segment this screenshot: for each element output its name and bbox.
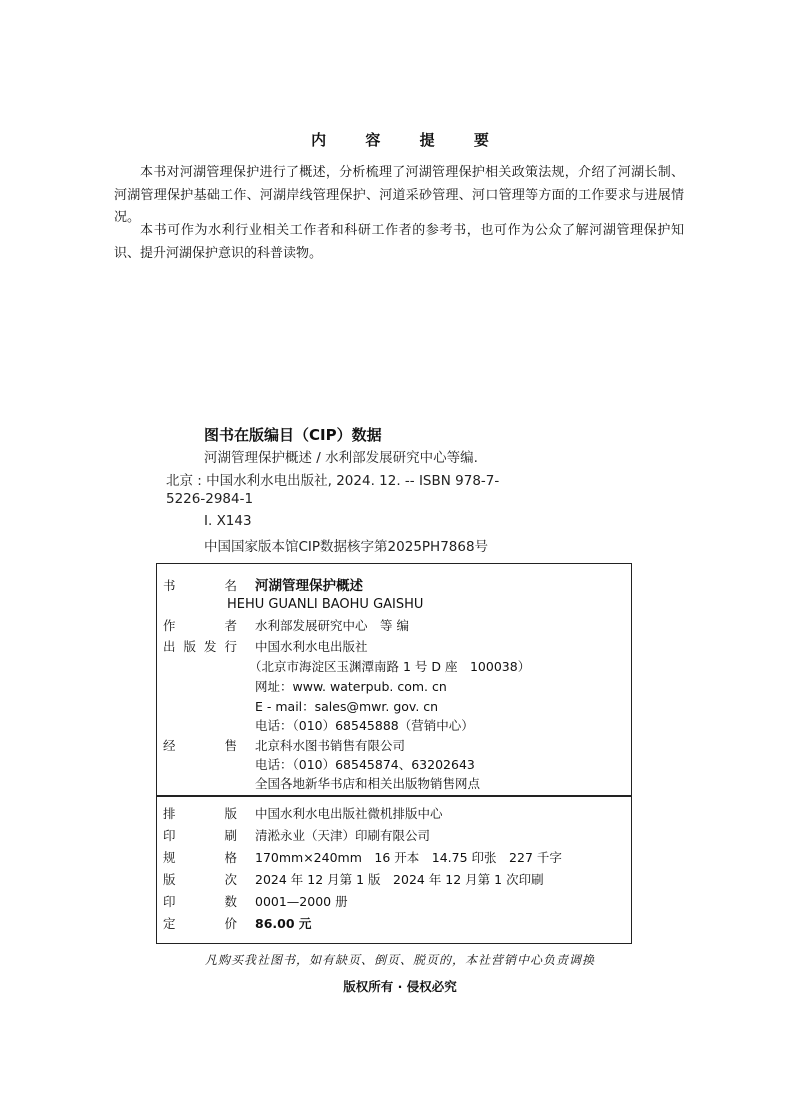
publisher-address: （北京市海淀区玉渊潭南路 1 号 D 座 100038） xyxy=(249,659,531,674)
printer-label: 印 刷 xyxy=(163,828,237,843)
distributor-label: 经 售 xyxy=(163,738,237,753)
book-pinyin: HEHU GUANLI BAOHU GAISHU xyxy=(227,597,424,612)
typeset-row xyxy=(157,804,631,824)
printing-info-box xyxy=(156,796,632,944)
cip-line-1: 河湖管理保护概述 / 水利部发展研究中心等编. xyxy=(204,450,478,466)
publisher-row xyxy=(157,637,631,657)
book-title: 河湖管理保护概述 xyxy=(255,578,363,594)
cip-line-4: Ⅰ. X143 xyxy=(204,513,252,529)
price-row xyxy=(157,914,631,934)
price: 86.00 元 xyxy=(255,916,312,931)
phone1-row xyxy=(157,716,631,736)
publication-info-box xyxy=(156,563,632,796)
edition: 2024 年 12 月第 1 版 2024 年 12 月第 1 次印刷 xyxy=(255,872,544,887)
printer: 清淞永业（天津）印刷有限公司 xyxy=(255,828,431,843)
book-title-label: 书 名 xyxy=(163,578,237,593)
outlets: 全国各地新华书店和相关出版物销售网点 xyxy=(255,776,481,791)
publisher-website: 网址：www. waterpub. com. cn xyxy=(255,679,447,694)
website-row xyxy=(157,677,631,697)
book-title-row xyxy=(157,576,631,596)
summary-title: 内 容 提 要 xyxy=(311,131,506,149)
phone2-row xyxy=(157,755,631,775)
summary-paragraph-1: 本书对河湖管理保护进行了概述，分析梳理了河湖管理保护相关政策法规，介绍了河湖长制、河湖管理保护基础工作、河湖岸线管理保护、河道采砂管理、河口管理等方面的工作要求与进展情况。 xyxy=(114,165,684,225)
printer-row xyxy=(157,826,631,846)
book-pinyin-row xyxy=(157,595,631,615)
spec: 170mm×240mm 16 开本 14.75 印张 227 千字 xyxy=(255,850,562,865)
distributor-row xyxy=(157,736,631,756)
summary-paragraph-2: 本书可作为水利行业相关工作者和科研工作者的参考书，也可作为公众了解河湖管理保护知识、提升河湖保护意识的科普读物。 xyxy=(114,223,684,261)
email-row xyxy=(157,697,631,717)
cip-line-3: 5226-2984-1 xyxy=(166,491,254,507)
cip-line-2: 北京 : 中国水利水电出版社, 2024. 12. -- ISBN 978-7- xyxy=(166,473,500,489)
publisher-email: E - mail：sales@mwr. gov. cn xyxy=(255,699,439,714)
publisher-label: 出 版 发 行 xyxy=(163,639,237,654)
count-row xyxy=(157,892,631,912)
publisher-phone: 电话：（010）68545888（营销中心） xyxy=(255,718,474,733)
edition-row xyxy=(157,870,631,890)
typeset-label: 排 版 xyxy=(163,806,237,821)
outlets-row xyxy=(157,774,631,794)
replacement-notice: 凡购买我社图书，如有缺页、倒页、脱页的，本社营销中心负责调换 xyxy=(204,953,595,967)
distributor-phone: 电话：（010）68545874、63202643 xyxy=(255,757,475,772)
count-label: 印 数 xyxy=(163,894,237,909)
publisher: 中国水利水电出版社 xyxy=(255,639,368,654)
print-count: 0001—2000 册 xyxy=(255,894,348,909)
copyright-notice: 版权所有 · 侵权必究 xyxy=(343,979,457,994)
price-label: 定 价 xyxy=(163,916,237,931)
spec-label: 规 格 xyxy=(163,850,237,865)
cip-line-5: 中国国家版本馆CIP数据核字第2025PH7868号 xyxy=(204,539,489,555)
typeset: 中国水利水电出版社微机排版中心 xyxy=(255,806,443,821)
spec-row xyxy=(157,848,631,868)
author-label: 作 者 xyxy=(163,618,237,633)
edition-label: 版 次 xyxy=(163,872,237,887)
author-row xyxy=(157,616,631,636)
cip-heading: 图书在版编目（CIP）数据 xyxy=(204,426,382,444)
distributor: 北京科水图书销售有限公司 xyxy=(255,738,406,753)
address-row xyxy=(157,657,631,677)
author: 水利部发展研究中心 等 编 xyxy=(255,618,409,633)
